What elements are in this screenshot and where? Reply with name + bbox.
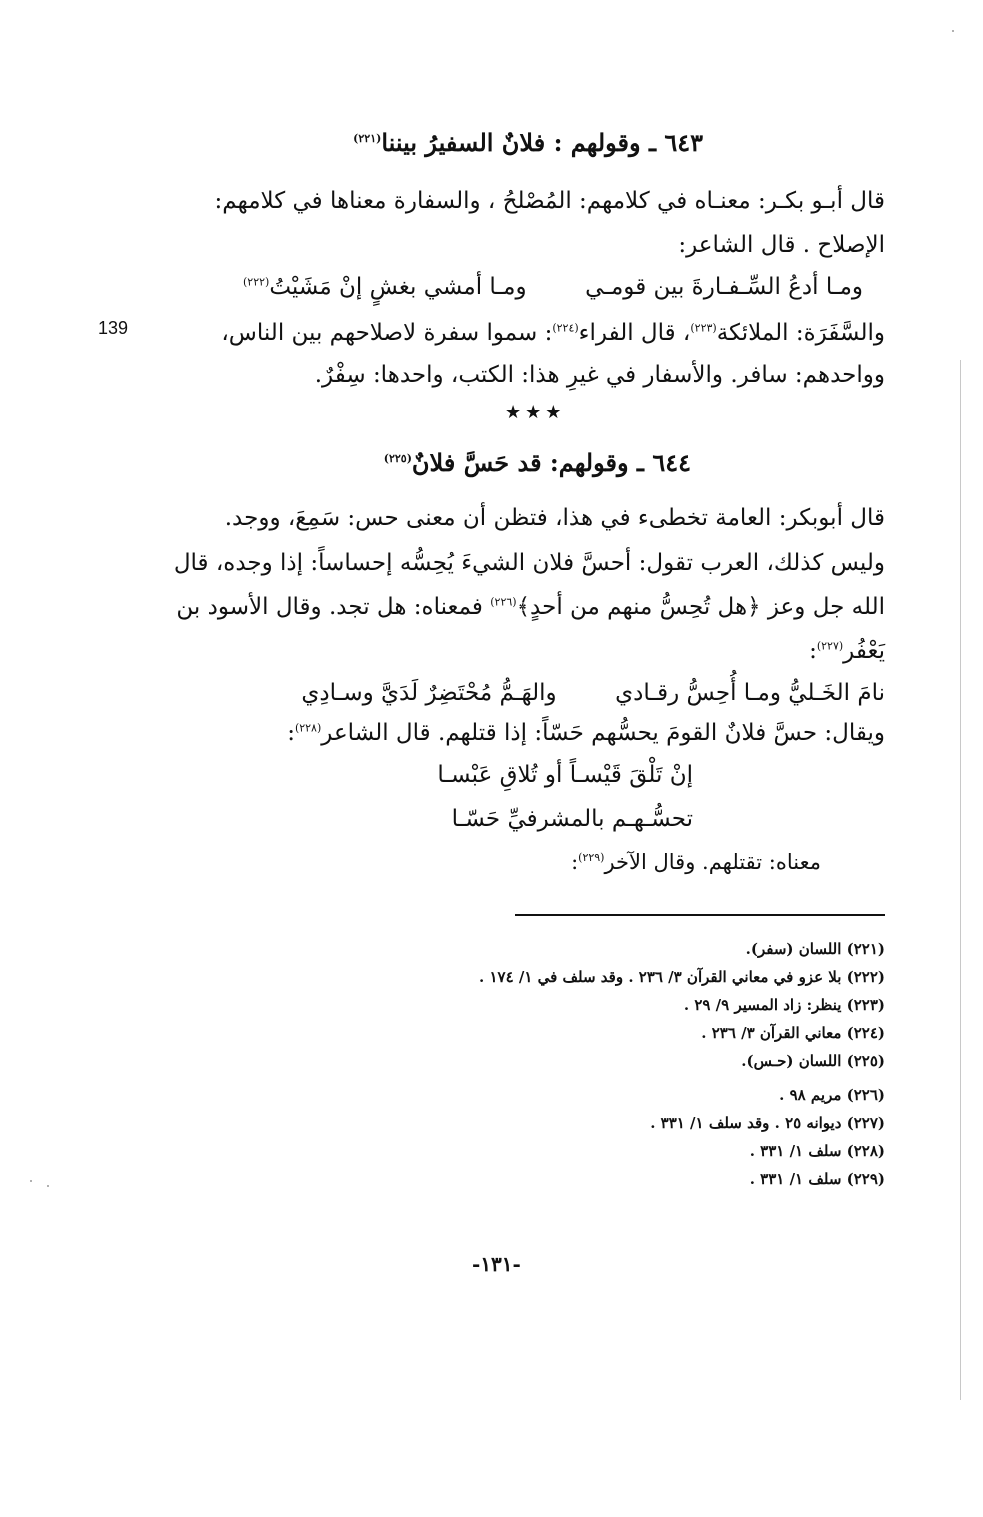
section-643-verse	[243, 274, 863, 300]
footnote: (٢٢٩) سلف ١/ ٣٣١ .	[749, 1170, 885, 1188]
footnote: (٢٢٥) اللسان (حـس).	[741, 1052, 885, 1070]
text-run: : سموا سفرة لاصلاحهم بين الناس،	[221, 320, 553, 346]
text-run: :	[287, 720, 295, 746]
section-644-verse: نامَ الخَـليُّ ومـا أُحِسُّ رقـادي والهَـمُّ مُحْتَضِرٌ لَدَيَّ وسـادِي	[301, 680, 885, 706]
section-separator: ★★★	[505, 402, 566, 423]
section-644-line-1: قال أبوبكر: العامة تخطىء في هذا، فتظن أن معنى حس: سَمِعَ، ووجد.	[224, 505, 885, 531]
section-644-verse2-line-2: تحسُّـهـم بالمشرفيِّ حَسّـا	[451, 806, 693, 832]
text-run: الله جل وعز ﴿هل تُحِسُّ منهم من أحدٍ﴾	[516, 594, 885, 620]
footnote-ref: (٢٢٦)	[490, 595, 517, 609]
margin-page-number: 139	[98, 318, 129, 338]
page-number: -١٣١-	[472, 1252, 521, 1276]
scan-edge-line	[960, 360, 961, 1400]
footnote: (٢٢١) اللسان (سفر).	[745, 940, 885, 958]
footnote-ref: (٢٢٣)	[690, 321, 717, 335]
scan-speck	[47, 1185, 49, 1187]
section-643-line-3	[221, 320, 885, 346]
footnote-ref: (٢٢٧)	[816, 639, 844, 653]
heading-text: ٦٤٤ ـ وقولهم: قد حَسَّ فلانٌ	[411, 448, 691, 477]
text-run: :	[571, 850, 579, 874]
footnote: (٢٢٤) معاني القرآن ٣/ ٢٣٦ .	[701, 1024, 885, 1042]
scan-speck	[30, 1180, 32, 1182]
footnote-ref: (٢٢٩)	[578, 851, 605, 864]
footnote: (٢٢٨) سلف ١/ ٣٣١ .	[749, 1142, 885, 1160]
footnote: (٢٢٦) مريم ٩٨ .	[779, 1086, 885, 1104]
section-644-line-3	[176, 594, 885, 620]
text-run: :	[809, 638, 817, 664]
verse-text: ومـا أدعُ السِّـفـارةَ بين قومـي ومـا أمشي بغشٍ إنْ مَشَيْتُ	[269, 274, 863, 300]
footnote-ref: (٢٢١)	[353, 132, 382, 145]
footnote: (٢٢٣) ينظر: زاد المسير ٩/ ٢٩ .	[683, 996, 885, 1014]
section-644-heading	[384, 448, 691, 477]
footnote-ref: (٢٢٥)	[383, 452, 412, 465]
section-644-verse2-line-1: إنْ تَلْقَ قَيْسـاً أو تُلاقِ عَبْسـا	[437, 762, 693, 788]
text-run: معناه: تقتلهم. وقال الآخر	[604, 850, 821, 874]
footnote: (٢٢٧) ديوانه ٢٥ . وقد سلف ١/ ٣٣١ .	[650, 1114, 885, 1132]
text-run: والسَّفَرَة: الملائكة	[716, 320, 885, 346]
section-643-line-4: وواحدهم: سافر. والأسفار في غيرِ هذا: الكتب، واحدها: سِفْرٌ.	[314, 362, 885, 388]
section-643-line-2: الإصلاح . قال الشاعر:	[678, 232, 885, 258]
footnote: (٢٢٢) بلا عزو في معاني القرآن ٣/ ٢٣٦ . وقد سلف في ١/ ١٧٤ .	[479, 968, 885, 986]
section-644-line-2: وليس كذلك، العرب تقول: أحسَّ فلان الشيءَ يُحِسُّه إحساساً: إذا وجده، قال	[173, 550, 885, 576]
scan-speck	[952, 30, 954, 32]
heading-text: ٦٤٣ ـ وقولهم : فلانٌ السفيرُ بيننا	[381, 128, 703, 157]
text-run: يَعْفُر	[843, 638, 885, 664]
section-643-heading	[353, 128, 703, 157]
footnote-ref: (٢٢٢)	[242, 275, 270, 289]
text-run: ، قال الفراء	[578, 320, 691, 346]
footnote-ref: (٢٢٤)	[552, 321, 579, 335]
footnote-separator-rule	[515, 914, 885, 916]
text-run: ويقال: حسَّ فلانٌ القومَ يحسُّهم حَسّاً: إذا قتلهم. قال الشاعر	[321, 720, 885, 746]
footnote-ref: (٢٢٨)	[294, 721, 322, 735]
text-run: فمعناه: هل تجد. وقال الأسود بن	[176, 594, 491, 620]
section-644-line-4	[809, 638, 885, 664]
section-643-line-1: قال أبـو بكـر: معنـاه في كلامهم: المُصْلحُ ، والسفارة معناها في كلامهم:	[214, 188, 885, 214]
section-644-line-5	[287, 720, 885, 746]
section-644-line-6	[571, 850, 821, 874]
